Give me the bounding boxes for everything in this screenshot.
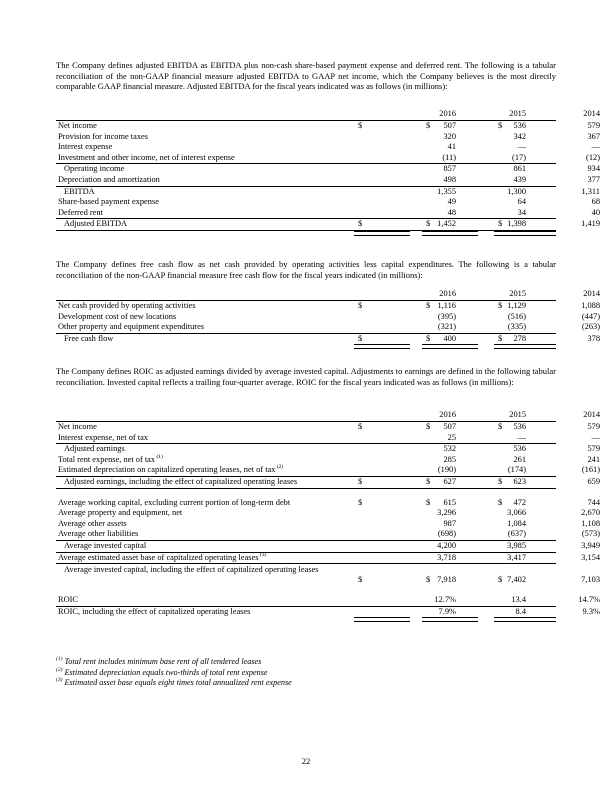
cell-value-2014: 2,670 [581,508,600,518]
year-header: 2016 [439,109,456,118]
footnote-marker: (2) [275,464,284,471]
dollar-sign: $ [358,497,363,507]
row-label [58,132,148,143]
cell-value-2015: 7,402 [507,575,526,585]
dollar-sign: $ [498,121,503,130]
cell-value-2015: 536 [513,422,526,431]
row-label [58,498,290,509]
cell-value-2016: (190) [437,465,456,475]
roic-row [56,432,600,445]
cell-value-2015: 861 [513,164,526,174]
double-rule [494,344,556,349]
row-label [58,121,97,132]
double-rule [422,231,478,236]
fcf-row [56,311,600,323]
cell-value-2016: 1,452 [437,219,456,229]
cell-value-2016: 532 [443,444,456,454]
roic-row [56,595,600,607]
cell-value-2014: 1,419 [581,219,600,229]
row-label-text: Other property and equipment expenditures [58,322,205,332]
year-header: 2015 [509,289,526,298]
dollar-sign: $ [498,575,503,585]
cell-value-2015: 3,417 [507,552,526,562]
double-rule [354,617,410,622]
dollar-sign: $ [426,121,431,130]
dollar-sign: $ [426,333,431,343]
cell-value-2016: 987 [443,518,456,528]
cell-value-2016: (395) [437,311,456,321]
cell-value-2015: — [517,142,526,152]
cell-value-2014: 1,311 [581,186,600,196]
row-label [64,164,124,175]
row-label [58,422,97,433]
double-underline [56,617,556,621]
cell-value-2014: 3,949 [581,540,600,550]
cell-value-2016: 627 [443,476,456,486]
row-label [58,529,138,540]
row-label [58,433,148,444]
cell-value-2015: (17) [512,152,526,162]
cell-value-2015: 34 [517,207,526,217]
cell-value-2015: 623 [513,476,526,486]
row-label [58,455,163,466]
dollar-sign: $ [426,497,431,507]
dollar-sign: $ [358,121,363,130]
cell-value-2016: 41 [447,142,456,152]
cell-value-2016: 498 [443,174,456,184]
roic-header [56,409,600,422]
footnote: $^{(1)}$ Total rent includes minimum base rent of all tendered leases [56,656,262,666]
cell-value-2015: 536 [513,121,526,130]
ebitda-row [56,174,600,186]
fcf-row [56,301,600,312]
dollar-sign: $ [358,575,363,585]
row-label [64,187,95,198]
cell-value-2016: 4,200 [437,540,456,550]
cell-value-2015: 536 [513,444,526,454]
roic-row [56,508,600,519]
row-label-text: Investment and other income, net of interest expense [58,152,235,162]
row-gap [56,489,556,498]
double-underline [56,231,556,235]
cell-value-2015: — [517,432,526,442]
cell-value-2014: — [591,142,600,152]
cell-value-2016: 3,718 [437,552,456,562]
cell-value-2014: 40 [591,207,600,217]
row-label-text: Development cost of new locations [58,311,177,321]
roic-row [56,518,600,530]
roic-row [56,497,600,509]
double-rule [494,231,556,236]
cell-value-2014: 659 [587,476,600,486]
cell-value-2015: 1,084 [507,518,526,528]
cell-value-2015: 439 [513,174,526,184]
dollar-sign: $ [498,333,503,343]
cell-value-2015: 1,398 [507,219,526,229]
cell-value-2016: (321) [437,322,456,332]
fcf-table [56,288,600,348]
year-header: 2014 [583,109,600,118]
row-label-text: Average other assets [58,518,127,528]
row-label [58,301,195,312]
dollar-sign: $ [498,422,503,431]
row-label-text: Depreciation and amortization [58,174,160,184]
dollar-sign: $ [358,476,363,486]
row-label-text: Estimated depreciation on capitalized operating leases, net of tax [58,465,276,475]
cell-value-2016: 1,355 [437,186,456,196]
row-label [64,541,146,552]
cell-value-2014: 1,088 [581,301,600,310]
cell-value-2014: (573) [581,529,600,539]
row-label-text: Average invested capital, including the effect of capitalized operating leases [64,565,319,575]
row-label [58,553,266,564]
ebitda-row [56,164,600,175]
row-label [58,175,160,186]
cell-value-2014: (161) [581,465,600,475]
cell-value-2016: 285 [443,454,456,464]
cell-value-2014: — [591,432,600,442]
row-label-text: Adjusted earnings [64,444,125,454]
cell-value-2014: 3,154 [581,552,600,562]
row-label-text: Net cash provided by operating activities [58,301,196,310]
cell-value-2014: 7,103 [581,575,600,585]
cell-value-2015: 1,129 [507,301,526,310]
dollar-sign: $ [426,301,431,310]
ebitda-row [56,152,600,165]
cell-value-2016: 49 [447,197,456,207]
ebitda-body [56,121,600,235]
cell-value-2015: 278 [513,333,526,343]
row-label-text: Average property and equipment, net [58,508,183,518]
cell-value-2016: 25 [447,432,456,442]
dollar-sign: $ [498,497,503,507]
row-label-text: Average estimated asset base of capitalized operating leases [58,552,259,562]
row-label-text: Net income [58,121,97,130]
row-label-text: Adjusted EBITDA [64,219,128,229]
roic-row [56,476,600,489]
row-label-text: Share-based payment expense [58,197,159,207]
cell-value-2016: 615 [443,497,456,507]
cell-value-2014: 241 [587,454,600,464]
row-label [58,312,176,323]
cell-value-2016: 7.9% [438,606,456,616]
cell-value-2015: 8.4 [515,606,526,616]
year-header: 2015 [509,410,526,419]
year-header: 2014 [583,410,600,419]
cell-value-2016: 7,918 [437,575,456,585]
row-label-text: Average other liabilities [58,529,139,539]
cell-value-2015: (174) [507,465,526,475]
dollar-sign: $ [358,301,363,310]
roic-row [56,606,600,618]
row-label [64,477,297,488]
double-rule [354,344,410,349]
cell-value-2015: (335) [507,322,526,332]
roic-row [56,564,600,586]
row-label [64,219,127,230]
double-underline [56,344,556,348]
cell-value-2014: 377 [587,174,600,184]
dollar-sign: $ [358,422,363,431]
ebitda-row [56,218,600,231]
row-label [64,334,113,345]
ebitda-row [56,207,600,219]
row-label [58,595,78,606]
cell-value-2016: 507 [443,121,456,130]
cell-value-2014: 14.7% [578,595,600,605]
double-rule [354,231,410,236]
roic-body [56,422,600,621]
year-header: 2015 [509,109,526,118]
cell-value-2014: (12) [586,152,600,162]
row-label-text: ROIC, including the effect of capitalized operating leases [58,606,251,616]
year-header: 2016 [439,289,456,298]
dollar-sign: $ [426,476,431,486]
row-label [58,208,103,219]
cell-value-2014: 68 [591,197,600,207]
cell-value-2016: 507 [443,422,456,431]
cell-value-2015: (637) [507,529,526,539]
row-label-text: Interest expense, net of tax [58,432,148,442]
dollar-sign: $ [358,219,363,229]
roic-intro-paragraph: The Company defines ROIC as adjusted earnings divided by average invested capital. Adjustments to earnings are defined in the following tabular reconciliation. Invested capital reflects a trailing four-quarter average. ROIC for the fiscal years indicated was as follows (in millions): [56,366,556,387]
row-label-text: ROIC [58,595,79,605]
year-header: 2014 [583,289,600,298]
fcf-row [56,322,600,334]
row-label-text: Operating income [64,164,125,174]
cell-value-2014: 579 [587,444,600,454]
row-label-text: Adjusted earnings, including the effect of capitalized operating leases [64,476,298,486]
roic-table [56,409,600,621]
dollar-sign: $ [426,219,431,229]
row-label-text: Provision for income taxes [58,131,149,141]
footnote: $^{(3)}$ Estimated asset base equals eight times total annualized rent expense [56,677,292,687]
cell-value-2014: 367 [587,131,600,141]
cell-value-2016: 1,116 [437,301,456,310]
roic-row [56,464,600,477]
dollar-sign: $ [426,422,431,431]
cell-value-2014: (447) [581,311,600,321]
cell-value-2015: 3,985 [507,540,526,550]
page-number: 22 [301,756,311,766]
ebitda-row [56,142,600,153]
cell-value-2016: 857 [443,164,456,174]
dollar-sign: $ [426,575,431,585]
roic-row [56,422,600,433]
ebitda-header [56,108,600,121]
row-label [58,607,250,618]
row-label [58,465,283,476]
double-rule [422,344,478,349]
row-label [64,444,125,455]
dollar-sign: $ [498,301,503,310]
cell-value-2015: 472 [513,497,526,507]
footnote: $^{(2)}$ Estimated depreciation equals two-thirds of total rent expense [56,666,268,677]
row-label [58,153,235,164]
row-gap [56,586,556,595]
row-label-text: Deferred rent [58,207,103,217]
fcf-header [56,288,600,301]
year-header: 2016 [439,410,456,419]
cell-value-2015: (516) [507,311,526,321]
cell-value-2016: (698) [437,529,456,539]
row-label-text: Average working capital, excluding current portion of long-term debt [58,497,291,507]
double-rule [422,617,478,622]
row-label [58,197,159,208]
cell-value-2014: 579 [587,422,600,431]
cell-value-2015: 1,300 [507,186,526,196]
row-label-text: Total rent expense, net of tax [58,454,156,464]
cell-value-2014: 9.3% [582,606,600,616]
cell-value-2014: 378 [587,333,600,343]
cell-value-2016: (11) [442,152,456,162]
cell-value-2015: 64 [517,197,526,207]
row-label [58,142,112,153]
cell-value-2016: 12.7% [434,595,456,605]
fcf-row [56,333,600,345]
dollar-sign: $ [358,333,363,343]
cell-value-2014: 934 [587,164,600,174]
row-label [58,322,204,333]
cell-value-2016: 320 [443,131,456,141]
footnote-marker: (1) [155,453,163,460]
roic-row [56,551,600,565]
row-label [58,519,127,530]
cell-value-2016: 48 [447,207,456,217]
cell-value-2015: 3,066 [507,508,526,518]
row-label-text: Average invested capital [64,540,147,550]
row-label-text: Interest expense [58,142,113,152]
cell-value-2015: 13.4 [511,595,526,605]
roic-row [56,444,600,455]
cell-value-2014: 1,108 [581,518,600,528]
roic-row [56,453,600,466]
fcf-intro-paragraph: The Company defines free cash flow as net cash provided by operating activities less capital expenditures. The following is a tabular reconciliation of the non-GAAP financial measure free cash flow for the fiscal years indicated (in millions): [56,259,556,280]
dollar-sign: $ [498,219,503,229]
dollar-sign: $ [498,476,503,486]
roic-row [56,529,600,541]
row-label [58,508,182,519]
ebitda-row [56,186,600,198]
cell-value-2016: 400 [443,333,456,343]
cell-value-2014: 744 [587,497,600,507]
cell-value-2014: (263) [581,322,600,332]
ebitda-row [56,121,600,132]
cell-value-2015: 342 [513,131,526,141]
ebitda-table [56,108,600,235]
fcf-body [56,301,600,348]
ebitda-row [56,197,600,208]
double-rule [494,617,556,622]
cell-value-2015: 261 [513,454,526,464]
row-label-text: Free cash flow [64,333,114,343]
footnote-marker: (3) [258,551,267,558]
row-label [64,565,344,576]
ebitda-intro-paragraph: The Company defines adjusted EBITDA as EBITDA plus non-cash share-based payment expense and deferred rent. The following is a tabular reconciliation of the non-GAAP financial measure adjusted EBITDA to GAAP net income, which the Company believes is the most directly comparable GAAP financial measure. Adjusted EBITDA for the fiscal years indicated was as follows (in millions): [56,60,556,91]
cell-value-2016: 3,296 [437,508,456,518]
ebitda-row [56,131,600,143]
roic-row [56,540,600,553]
row-label-text: EBITDA [64,186,95,196]
row-label-text: Net income [58,422,97,431]
cell-value-2014: 579 [587,121,600,130]
footnotes [56,657,292,689]
